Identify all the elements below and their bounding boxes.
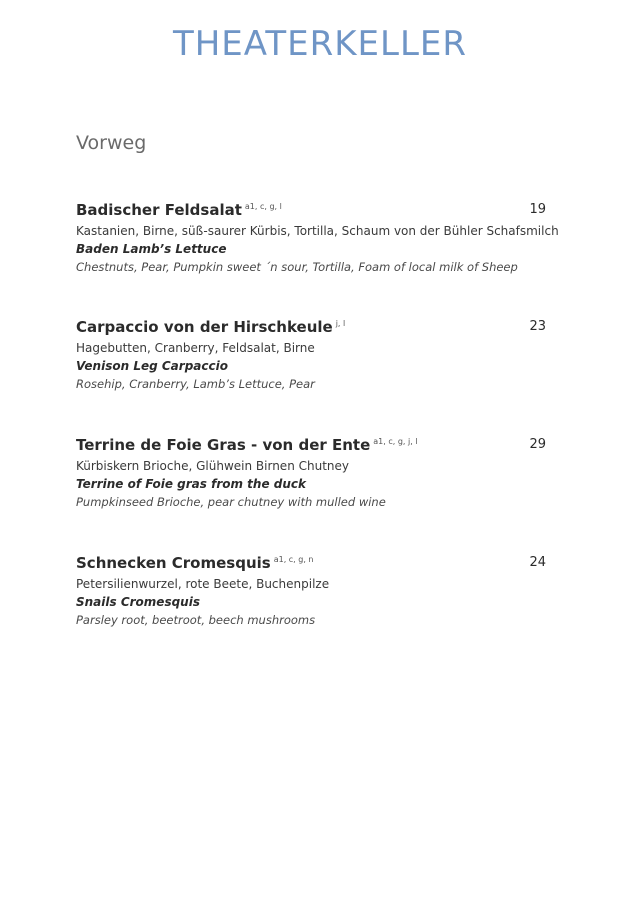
dish-price: 29 (529, 437, 546, 452)
dish-name-en: Snails Cromesquis (76, 595, 200, 609)
dish-name-text: Badischer Feldsalat (76, 201, 242, 219)
page-title: THEATERKELLER (172, 24, 468, 64)
dish-price: 23 (529, 319, 546, 334)
dish-price: 24 (529, 555, 546, 570)
dish-name (76, 318, 345, 336)
dish-name-en: Terrine of Foie gras from the duck (76, 477, 306, 491)
section-title: Vorweg (76, 132, 147, 154)
dish-description-de: Petersilienwurzel, rote Beete, Buchenpilze (76, 577, 330, 591)
dish-description-en: Chestnuts, Pear, Pumpkin sweet ´n sour, Tortilla, Foam of local milk of Sheep (76, 260, 518, 274)
allergen-codes: a1, c, g, n (273, 555, 314, 564)
dish-name-text: Terrine de Foie Gras - von der Ente (76, 436, 371, 454)
menu-item-foie-gras (76, 435, 546, 511)
menu-item-carpaccio (76, 317, 546, 393)
dish-name (76, 436, 418, 454)
dish-description-de: Kürbiskern Brioche, Glühwein Birnen Chutney (76, 459, 349, 473)
dish-name-text: Schnecken Cromesquis (76, 554, 271, 572)
dish-price: 19 (529, 202, 546, 217)
allergen-codes: a1, c, g, l (244, 202, 282, 211)
dish-description-en: Rosehip, Cranberry, Lamb’s Lettuce, Pear (76, 377, 315, 391)
allergen-codes: j, l (335, 319, 346, 328)
dish-name (76, 554, 314, 572)
dish-name-en: Venison Leg Carpaccio (76, 359, 228, 373)
dish-description-de: Kastanien, Birne, süß-saurer Kürbis, Tortilla, Schaum von der Bühler Schafsmilch (76, 224, 559, 238)
allergen-codes: a1, c, g, j, l (373, 437, 418, 446)
menu-item-cromesquis (76, 553, 546, 629)
dish-name-en: Baden Lamb’s Lettuce (76, 242, 227, 256)
dish-description-en: Pumpkinseed Brioche, pear chutney with mulled wine (76, 495, 386, 509)
dish-description-en: Parsley root, beetroot, beech mushrooms (76, 613, 316, 627)
dish-name-text: Carpaccio von der Hirschkeule (76, 318, 333, 336)
menu-item-feldsalat (76, 200, 559, 276)
dish-name (76, 201, 282, 219)
dish-description-de: Hagebutten, Cranberry, Feldsalat, Birne (76, 341, 315, 355)
